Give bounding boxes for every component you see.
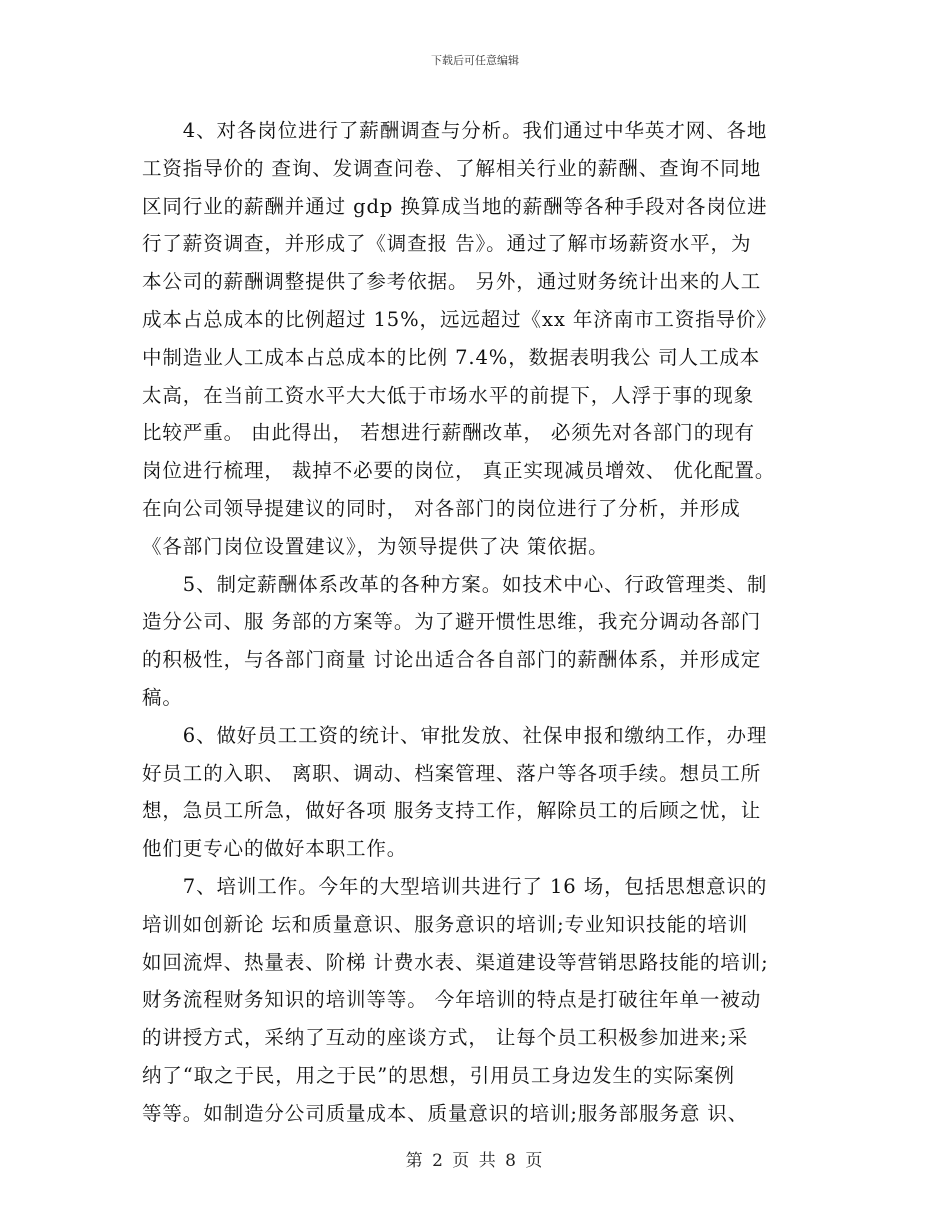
text-line: 7、培训工作。今年的大型培训共进行了 16 场，包括思想意识的 — [142, 874, 768, 898]
text-line: 4、对各岗位进行了薪酬调查与分析。我们通过中华英才网、各地 — [142, 119, 768, 142]
text-line: 太高，在当前工资水平大大低于市场水平的前提下，人浮于事的现象 — [142, 383, 755, 407]
text-line: 的讲授方式，采纳了互动的座谈方式， 让每个员工积极参加进来;采 — [142, 1026, 749, 1050]
text-line: 本公司的薪酬调整提供了参考依据。 另外，通过财务统计出来的人工 — [142, 270, 762, 294]
text-line: 想，急员工所急，做好各项 服务支持工作，解除员工的后顾之忧，让 — [142, 799, 762, 823]
document-body — [142, 112, 822, 1133]
text-line: 《各部门岗位设置建议》，为领导提供了决 策依据。 — [142, 534, 609, 558]
text-line: 财务流程财务知识的培训等等。 今年培训的特点是打破往年单一被动 — [142, 988, 762, 1012]
text-line: 稿。 — [142, 685, 183, 709]
text-line: 他们更专心的做好本职工作。 — [142, 837, 408, 861]
text-line: 如回流焊、热量表、阶梯 计费水表、渠道建设等营销思路技能的培训; — [142, 950, 769, 974]
text-line: 培训如创新论 坛和质量意识、服务意识的培训;专业知识技能的培训 — [142, 912, 749, 936]
text-line: 工资指导价的 查询、发调查问卷、了解相关行业的薪酬、查询不同地 — [142, 156, 762, 180]
text-line: 的积极性，与各部门商量 讨论出适合各自部门的薪酬体系，并形成定 — [142, 648, 762, 672]
paragraph-item-7 — [142, 868, 822, 1133]
paragraph-item-4 — [142, 112, 822, 566]
text-line: 好员工的入职、 离职、调动、档案管理、落户等各项手续。想员工所 — [142, 761, 762, 785]
text-line: 成本占总成本的比例超过 15%，远远超过《xx 年济南市工资指导价》 — [142, 307, 777, 331]
page-number: 第 2 页 共 8 页 — [405, 1151, 545, 1171]
paragraph-item-6 — [142, 717, 822, 868]
text-line: 区同行业的薪酬并通过 gdp 换算成当地的薪酬等各种手段对各岗位进 — [142, 194, 768, 218]
text-line: 岗位进行梳理， 裁掉不必要的岗位， 真正实现减员增效、 优化配置。 — [142, 459, 776, 483]
text-line: 造分公司、服 务部的方案等。为了避开惯性思维，我充分调动各部门 — [142, 610, 762, 634]
text-line: 5、制定薪酬体系改革的各种方案。如技术中心、行政管理类、制 — [142, 572, 768, 596]
text-line: 纳了“取之于民，用之于民”的思想，引用员工身边发生的实际案例 — [142, 1063, 735, 1087]
text-line: 6、做好员工工资的统计、审批发放、社保申报和缴纳工作，办理 — [142, 723, 768, 747]
page-header: 下载后可任意编辑 — [431, 54, 519, 67]
text-line: 行了薪资调查，并形成了《调查报 告》。通过了解市场薪资水平，为 — [142, 232, 752, 256]
text-line: 比较严重。 由此得出， 若想进行薪酬改革， 必须先对各部门的现有 — [142, 421, 755, 445]
text-line: 在向公司领导提建议的同时， 对各部门的岗位进行了分析，并形成 — [142, 496, 741, 520]
text-line: 中制造业人工成本占总成本的比例 7.4%，数据表明我公 司人工成本 — [142, 345, 761, 369]
paragraph-item-5 — [142, 566, 822, 717]
text-line: 等等。如制造分公司质量成本、质量意识的培训;服务部服务意 识、 — [142, 1101, 749, 1125]
